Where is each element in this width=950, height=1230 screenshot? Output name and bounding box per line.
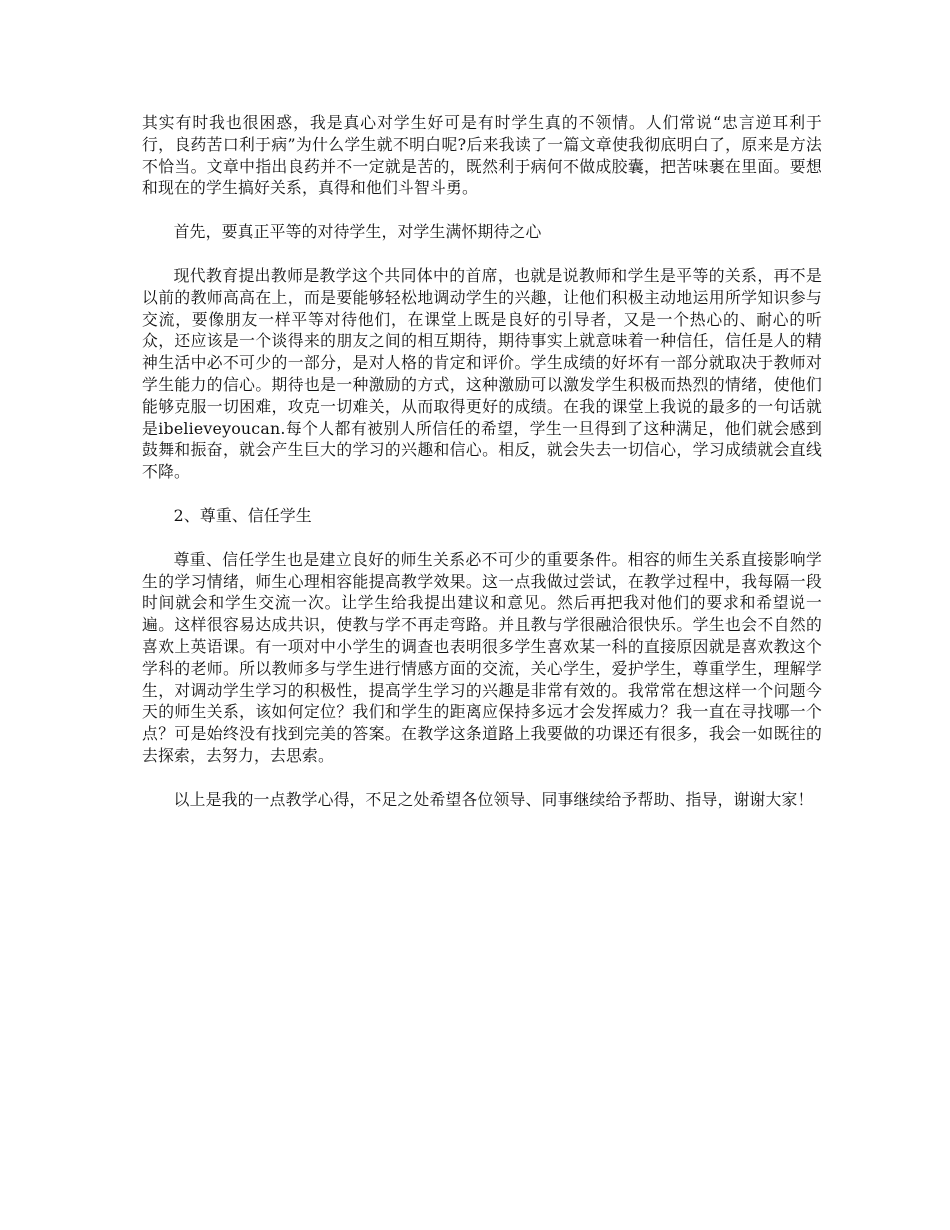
- paragraph-modern-education: 现代教育提出教师是教学这个共同体中的首席，也就是说教师和学生是平等的关系，再不是以前的教师高高在上，而是要能够轻松地调动学生的兴趣，让他们积极主动地运用所学知识参与交流，要像朋友一样平等对待他们，在课堂上既是良好的引导者，又是一个热心的、耐心的听众，还应该是一个谈得来的朋友之间的相互期待，期待事实上就意味着一种信任，信任是人的精神生活中必不可少的一部分，是对人格的肯定和评价。学生成绩的好坏有一部分就取决于教师对学生能力的信心。期待也是一种激励的方式，这种激励可以激发学生积极而热烈的情绪，使他们能够克服一切困难，攻克一切难关，从而取得更好的成绩。在我的课堂上我说的最多的一句话就是ibelieveyoucan.每个人都有被别人所信任的希望，学生一旦得到了这种满足，他们就会感到鼓舞和振奋，就会产生巨大的学习的兴趣和信心。相反，就会失去一切信心，学习成绩就会直线不降。: [142, 265, 822, 482]
- paragraph-intro: 其实有时我也很困惑，我是真心对学生好可是有时学生真的不领情。人们常说“忠言逆耳利于行，良药苦口利于病”为什么学生就不明白呢?后来我读了一篇文章使我彻底明白了，原来是方法不恰当。文章中指出良药并不一定就是苦的，既然利于病何不做成胶囊，把苦味裹在里面。要想和现在的学生搞好关系，真得和他们斗智斗勇。: [142, 113, 822, 198]
- paragraph-closing: 以上是我的一点教学心得，不足之处希望各位领导、同事继续给予帮助、指导，谢谢大家！: [173, 789, 814, 809]
- document-page: [142, 112, 822, 833]
- paragraph-heading-equality: 首先，要真正平等的对待学生，对学生满怀期待之心: [173, 222, 542, 242]
- paragraph-heading-respect: 2、尊重、信任学生: [173, 505, 312, 525]
- paragraph-respect-trust: 尊重、信任学生也是建立良好的师生关系必不可少的重要条件。相容的师生关系直接影响学生的学习情绪，师生心理相容能提高教学效果。这一点我做过尝试，在教学过程中，我每隔一段时间就会和学生交流一次。让学生给我提出建议和意见。然后再把我对他们的要求和希望说一遍。这样很容易达成共识，使教与学不再走弯路。并且教与学很融洽很快乐。学生也会不自然的喜欢上英语课。有一项对中小学生的调查也表明很多学生喜欢某一科的直接原因就是喜欢教这个学科的老师。所以教师多与学生进行情感方面的交流，关心学生，爱护学生，尊重学生，理解学生，对调动学生学习的积极性，提高学生学习的兴趣是非常有效的。我常常在想这样一个问题今天的师生关系，该如何定位？我们和学生的距离应保持多远才会发挥威力？我一直在寻找哪一个点？可是始终没有找到完美的答案。在教学这条道路上我要做的功课还有很多，我会一如既往的去探索，去努力，去思索。: [142, 549, 822, 765]
